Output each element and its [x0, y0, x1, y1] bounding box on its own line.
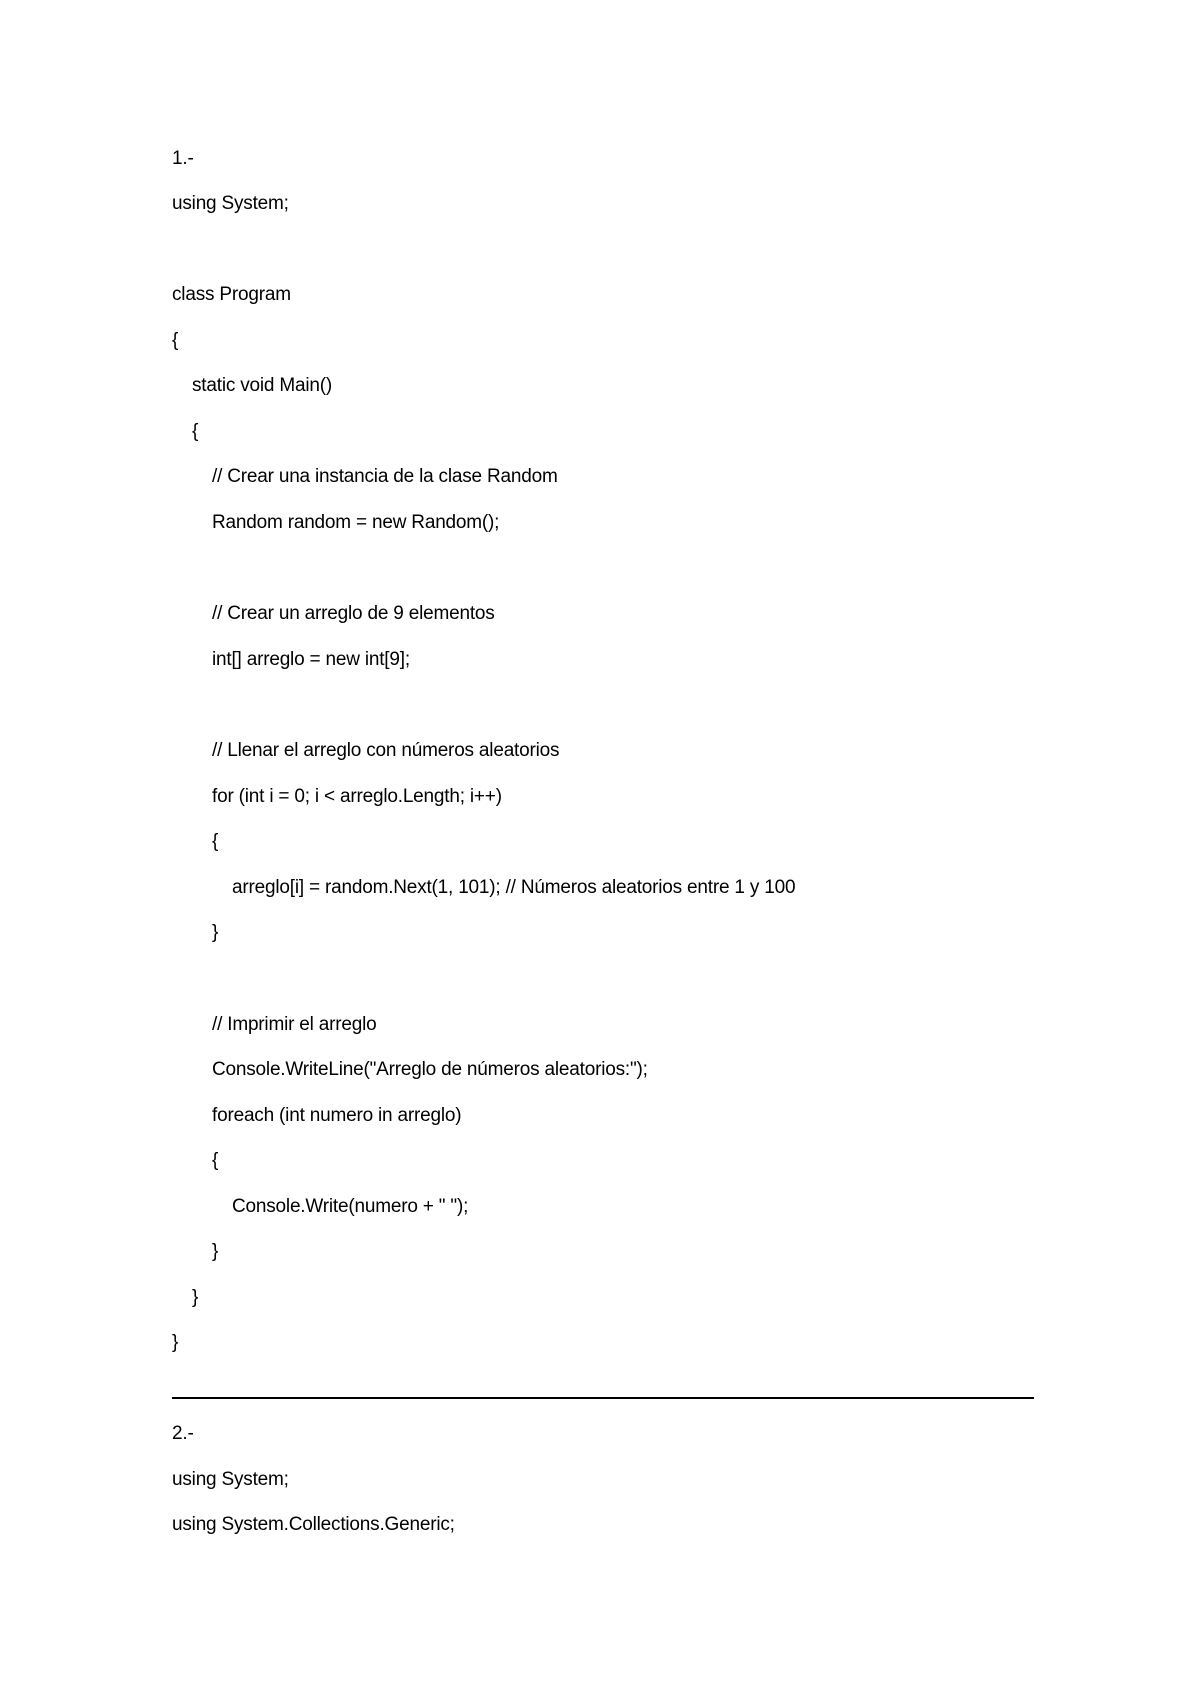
code-line: Console.Write(numero + " ");	[232, 1196, 469, 1217]
code-line: }	[172, 1332, 179, 1353]
code-line: foreach (int numero in arreglo)	[212, 1105, 462, 1126]
code-line: int[] arreglo = new int[9];	[212, 649, 410, 670]
section-divider	[172, 1397, 1034, 1399]
code-line: Random random = new Random();	[212, 512, 500, 533]
code-line: {	[192, 421, 199, 442]
section-1-heading: 1.-	[172, 148, 194, 169]
code-line: }	[192, 1287, 199, 1308]
code-line: using System;	[172, 1469, 289, 1490]
code-line: {	[212, 831, 219, 852]
code-line: static void Main()	[192, 375, 332, 396]
code-comment: // Llenar el arreglo con números aleatorios	[212, 740, 560, 761]
code-line: }	[212, 1241, 219, 1262]
code-comment: // Crear una instancia de la clase Random	[212, 466, 558, 487]
code-line: for (int i = 0; i < arreglo.Length; i++)	[212, 786, 502, 807]
code-line: Console.WriteLine("Arreglo de números aleatorios:");	[212, 1059, 648, 1080]
code-line: }	[212, 922, 219, 943]
code-line: {	[172, 330, 179, 351]
section-2-heading: 2.-	[172, 1423, 194, 1444]
code-line: using System;	[172, 193, 289, 214]
code-comment: // Imprimir el arreglo	[212, 1014, 377, 1035]
code-line: arreglo[i] = random.Next(1, 101); // Números aleatorios entre 1 y 100	[232, 877, 796, 898]
code-comment: // Crear un arreglo de 9 elementos	[212, 603, 495, 624]
code-line: {	[212, 1150, 219, 1171]
code-line: class Program	[172, 284, 291, 305]
code-line: using System.Collections.Generic;	[172, 1514, 455, 1535]
